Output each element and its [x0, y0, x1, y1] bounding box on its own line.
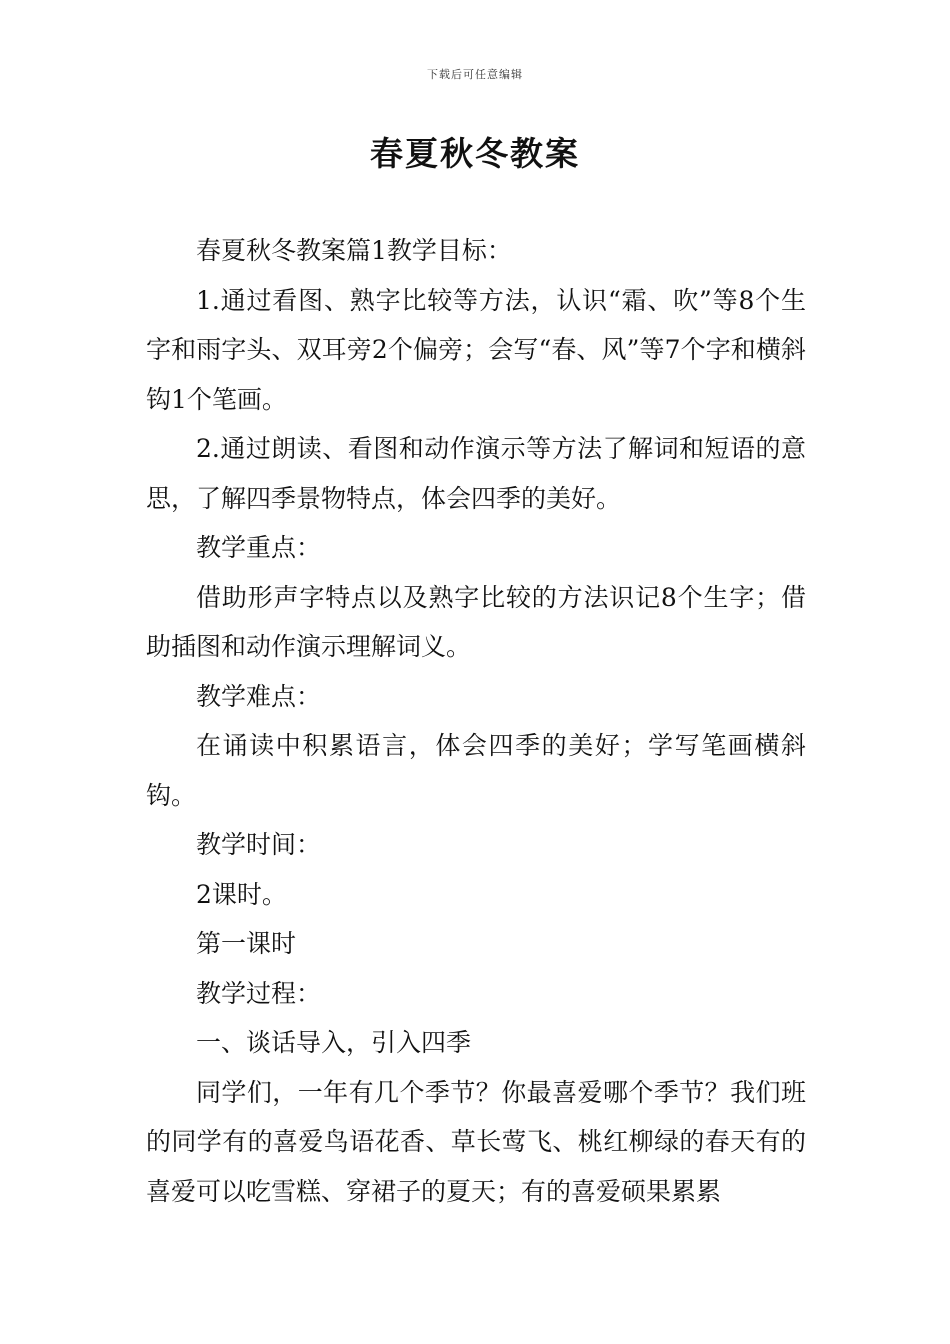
- section-heading-time: 教学时间：: [196, 830, 322, 859]
- paragraph-time: 2课时。: [196, 879, 287, 909]
- paragraph-key-points: 借助形声字特点以及熟字比较的方法识记8个生字；借助插图和动作演示理解词义。: [146, 582, 806, 661]
- paragraph-objective-2: 2.通过朗读、看图和动作演示等方法了解词和短语的意思，了解四季景物特点，体会四季的美好。: [146, 434, 806, 513]
- paragraph-intro: 春夏秋冬教案篇1教学目标：: [196, 236, 512, 265]
- section-heading-key-points: 教学重点：: [196, 533, 322, 562]
- section-heading-first-lesson: 第一课时: [196, 929, 297, 958]
- paragraph-objective-1: 1.通过看图、熟字比较等方法，认识“霜、吹”等8个生字和雨字头、双耳旁2个偏旁；会写“春、风”等7个字和横斜钩1个笔画。: [146, 285, 806, 414]
- paragraph-step-1: 同学们，一年有几个季节？你最喜爱哪个季节？我们班的同学有的喜爱鸟语花香、草长莺飞、桃红柳绿的春天有的喜爱可以吃雪糕、穿裙子的夏天；有的喜爱硕果累累: [146, 1077, 806, 1206]
- step-heading-1: 一、谈话导入，引入四季: [196, 1028, 472, 1057]
- paragraph-difficulties: 在诵读中积累语言，体会四季的美好；学写笔画横斜钩。: [146, 731, 806, 810]
- document-title: 春夏秋冬教案: [370, 134, 580, 173]
- section-heading-process: 教学过程：: [196, 978, 322, 1008]
- section-heading-difficulties: 教学难点：: [196, 681, 322, 711]
- document-body: [146, 226, 806, 1216]
- header-note: 下载后可任意编辑: [427, 68, 523, 81]
